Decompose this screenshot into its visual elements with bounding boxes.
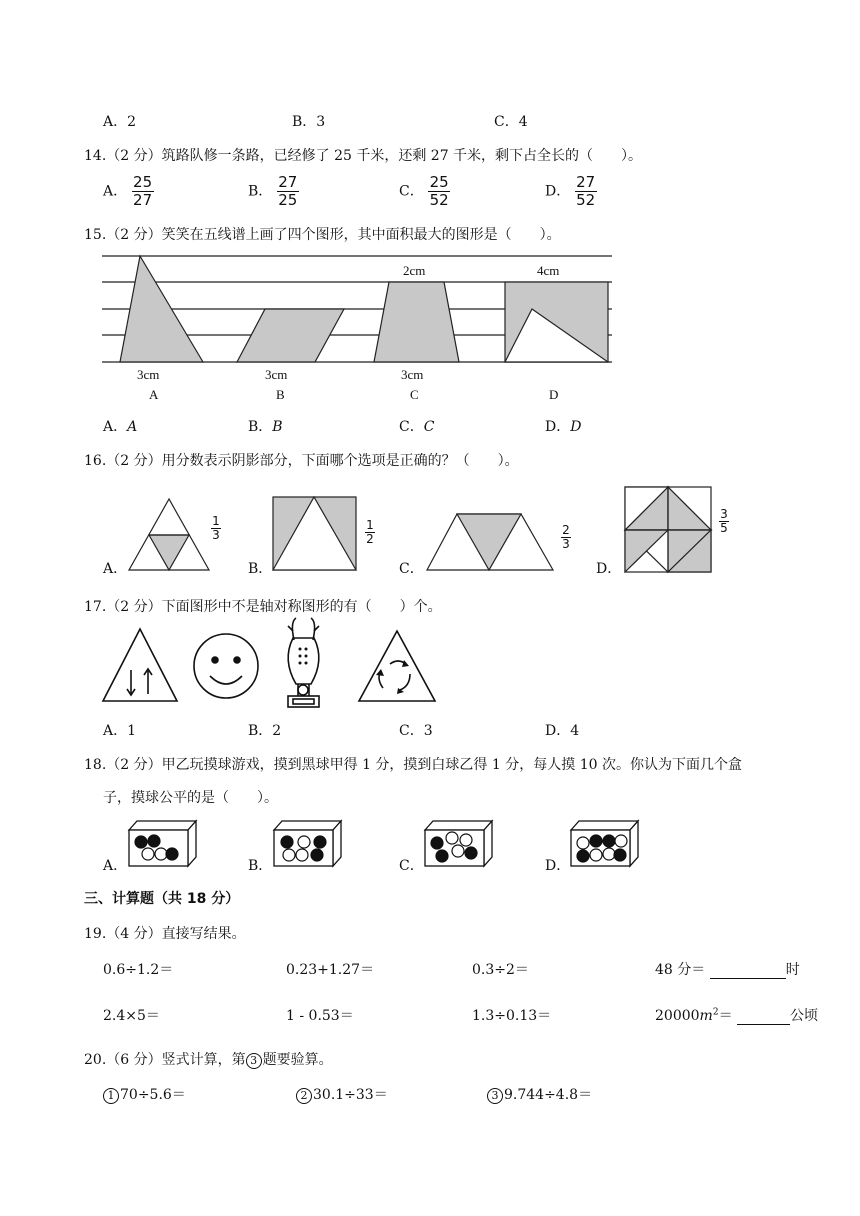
dim-c-top: 2cm bbox=[403, 263, 426, 278]
calc-item: 0.6÷1.2＝ bbox=[103, 962, 174, 978]
q19-stem: 19.（4 分）直接写结果。 bbox=[84, 926, 246, 942]
vertical-calc-1: 1 70÷5.6＝ bbox=[103, 1084, 186, 1104]
fraction: $\frac{25}{52}$ bbox=[429, 173, 449, 209]
calc-item: 2.4×5＝ bbox=[103, 1008, 160, 1024]
q18-stem-line2: 子，摸球公平的是（ ）。 bbox=[103, 790, 278, 806]
fraction: $\frac{25}{27}$ bbox=[133, 173, 153, 209]
q15-option-b[interactable]: B．B bbox=[248, 419, 283, 435]
answer-blank[interactable] bbox=[737, 1010, 790, 1025]
q17-option-a[interactable]: A．1 bbox=[103, 723, 137, 739]
calc-item: 0.3÷2＝ bbox=[472, 962, 529, 978]
q13-option-c[interactable]: C．4 bbox=[494, 114, 528, 130]
q16-option-b[interactable]: B． bbox=[248, 561, 273, 577]
q18-stem-line1: 18.（2 分）甲乙玩摸球游戏，摸到黑球甲得 1 分，摸到白球乙得 1 分，每人摸 10 次。你认为下面几个盒 bbox=[84, 757, 742, 773]
q16-frac-d: $\frac{3}{5}$ bbox=[720, 507, 728, 535]
calc-item: 1.3÷0.13＝ bbox=[472, 1008, 552, 1024]
q14-stem: 14.（2 分）筑路队修一条路，已经修了 25 千米，还剩 27 千米，剩下占全长的（ ）。 bbox=[84, 148, 643, 164]
q16-option-c[interactable]: C． bbox=[399, 561, 424, 577]
calc-item-hectares: $20000m^2=$ 公顷 bbox=[655, 1007, 819, 1024]
dim-b: 3cm bbox=[265, 367, 288, 382]
q18-option-d[interactable]: D． bbox=[545, 858, 571, 874]
q14-option-d[interactable]: D． $\frac{27}{52}$ bbox=[545, 173, 596, 209]
q16-frac-a: $\frac{1}{3}$ bbox=[212, 514, 220, 542]
q18-option-c[interactable]: C． bbox=[399, 858, 424, 874]
q13-option-a[interactable]: A．2 bbox=[103, 114, 137, 130]
q18-option-a[interactable]: A． bbox=[103, 858, 128, 874]
q15-option-a[interactable]: A．A bbox=[103, 419, 138, 435]
section-3-title: 三、计算题（共 18 分） bbox=[84, 891, 240, 907]
q14-option-b[interactable]: B． $\frac{27}{25}$ bbox=[248, 173, 298, 209]
calc-item: 0.23+1.27＝ bbox=[286, 962, 375, 978]
answer-blank[interactable] bbox=[710, 964, 786, 979]
dim-a: 3cm bbox=[137, 367, 160, 382]
q15-option-d[interactable]: D．D bbox=[545, 419, 582, 435]
q13-option-b[interactable]: B．3 bbox=[292, 114, 326, 130]
q15-stem: 15.（2 分）笑笑在五线谱上画了四个图形，其中面积最大的图形是（ ）。 bbox=[84, 227, 561, 243]
fraction: $\frac{27}{52}$ bbox=[576, 173, 596, 209]
vertical-calc-2: 2 30.1÷33＝ bbox=[296, 1084, 388, 1104]
q14-option-c[interactable]: C． $\frac{25}{52}$ bbox=[399, 173, 449, 209]
q16-option-d[interactable]: D． bbox=[596, 561, 622, 577]
q15-option-c[interactable]: C．C bbox=[399, 419, 435, 435]
q16-frac-b: $\frac{1}{2}$ bbox=[366, 518, 374, 546]
fraction: $\frac{27}{25}$ bbox=[278, 173, 298, 209]
q20-stem: 20.（6 分）竖式计算，第 3 题要验算。 bbox=[84, 1052, 333, 1068]
label-d: D bbox=[549, 387, 559, 402]
q17-option-c[interactable]: C．3 bbox=[399, 723, 433, 739]
q16-stem: 16.（2 分）用分数表示阴影部分，下面哪个选项是正确的？（ ）。 bbox=[84, 453, 519, 469]
dim-d-top: 4cm bbox=[537, 263, 560, 278]
calc-item-hours: 48 分＝ 时 bbox=[655, 962, 800, 978]
label-c: C bbox=[410, 387, 419, 402]
q16-option-a[interactable]: A． bbox=[103, 561, 128, 577]
q16-frac-c: $\frac{2}{3}$ bbox=[562, 523, 570, 551]
label-b: B bbox=[276, 387, 285, 402]
vertical-calc-3: 3 9.744÷4.8＝ bbox=[487, 1084, 592, 1104]
q17-option-d[interactable]: D．4 bbox=[545, 723, 580, 739]
label-a: A bbox=[149, 387, 159, 402]
q14-option-a[interactable]: A． $\frac{25}{27}$ bbox=[103, 173, 153, 209]
q17-stem: 17.（2 分）下面图形中不是轴对称图形的有（ ）个。 bbox=[84, 599, 442, 615]
dim-c-bottom: 3cm bbox=[401, 367, 424, 382]
q17-option-b[interactable]: B．2 bbox=[248, 723, 282, 739]
calc-item: 1 - 0.53＝ bbox=[286, 1008, 354, 1024]
q18-option-b[interactable]: B． bbox=[248, 858, 273, 874]
